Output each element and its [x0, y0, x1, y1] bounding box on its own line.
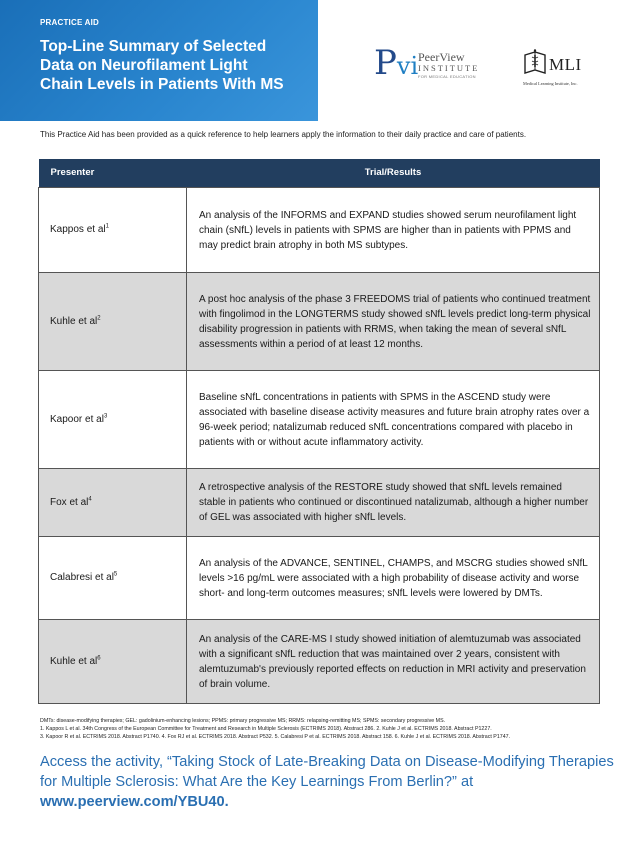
presenter-cell	[39, 619, 187, 703]
abbreviations-note: DMTs: disease-modifying therapies; GEL: gadolinium-enhancing lesions; PPMS: primary progressive MS; RRMS: relapsing-remitting MS; SPMS: secondary progressive MS.	[40, 718, 446, 724]
presenter-cell	[39, 272, 187, 370]
practice-aid-label: PRACTICE AID	[40, 18, 99, 27]
activity-link[interactable]: www.peerview.com/YBU40.	[40, 794, 229, 810]
presenter-name: Kappos et al	[50, 224, 106, 235]
presenter-name: Calabresi et al	[50, 572, 114, 583]
table-row	[39, 272, 600, 370]
presenter-name: Kuhle et al	[50, 655, 98, 667]
title-line: Chain Levels in Patients With MS	[40, 76, 284, 93]
pvi-monogram	[374, 44, 418, 85]
reference-number: 3	[103, 413, 108, 420]
trial-results-header: Trial/Results	[187, 159, 600, 187]
references-line: 3. Kapoor R et al. ECTRIMS 2018. Abstract P1740. 4. Fox RJ et al. ECTRIMS 2018. Abstract P532. 5. Calabresi P et al. ECTRIMS 2018. Abstract 158. 6. Kuhle J et al. ECTRIMS 2018. Abstract P1747.	[40, 734, 511, 740]
peerview-name: PeerView	[418, 50, 465, 64]
peerview-logo	[374, 44, 502, 84]
pvi-letter-p: P	[374, 43, 397, 83]
intro-text: This Practice Aid has been provided as a quick reference to help learners apply the information to their daily practice and care of patients.	[40, 130, 527, 139]
mli-subtitle: Medical Learning Institute, Inc.	[523, 81, 578, 86]
peerview-subtitle: FOR MEDICAL EDUCATION	[418, 74, 476, 79]
references-line: 1. Kappos L et al. 34th Congress of the European Committee for Treatment and Research in Multiple Sclerosis (ECTRIMS 2018). Abstract 286. 2. Kuhle J et al. ECTRIMS 2018. Abstract P1227.	[40, 726, 492, 732]
presenter-name: Kapoor et al	[50, 413, 104, 425]
result-cell: An analysis of the CARE-MS I study showed initiation of alemtuzumab was associated with a significant sNfL reduction that was maintained over 2 years, consistent with alemtuzumab's previously reported effects on reduction in MRI activity and preservation of brain volume.	[187, 619, 600, 703]
summary-table	[38, 159, 600, 704]
result-cell: A retrospective analysis of the RESTORE study showed that sNfL levels remained stable in patients who continued or discontinued natalizumab, although a higher number of GEL was associated with higher sNfL levels.	[187, 468, 600, 536]
table-header-row	[39, 159, 600, 187]
result-cell: A post hoc analysis of the phase 3 FREEDOMS trial of patients who continued treatment with fingolimod in the LONGTERMS study showed sNfL levels predict long-term physical disability progression in patients with RRMS, when taking the mean of several sNfL assessments within a period of at least 12 months.	[187, 272, 600, 370]
table-row	[39, 370, 600, 468]
pvi-letters-vi: vi	[396, 52, 419, 80]
result-cell: An analysis of the INFORMS and EXPAND studies showed serum neurofilament light chain (sNfL) levels in patients with SPMS are higher than in patients with PPMS and may predict brain atrophy in both MS subtypes.	[187, 187, 600, 272]
presenter-cell	[39, 370, 187, 468]
reference-number: 2	[97, 315, 101, 322]
page-title	[40, 37, 300, 94]
reference-number: 4	[88, 496, 92, 503]
presenter-name: Fox et al	[50, 496, 89, 508]
cta-text: Access the activity, “Taking Stock of Late-Breaking Data on Disease-Modifying Therapies for Multiple Sclerosis: What Are the Key Learnings From Berlin?” at	[40, 754, 614, 790]
title-banner	[0, 0, 318, 121]
mli-name: MLI	[549, 55, 582, 74]
call-to-action	[40, 752, 620, 812]
presenter-name: Kuhle et al	[50, 315, 98, 327]
title-line: Data on Neurofilament Light	[40, 57, 248, 74]
presenter-cell	[39, 187, 187, 272]
title-line: Top-Line Summary of Selected	[40, 38, 267, 55]
mli-logo	[523, 47, 615, 87]
table-row	[39, 619, 600, 703]
result-cell: An analysis of the ADVANCE, SENTINEL, CHAMPS, and MSCRG studies showed sNfL levels >16 pg/mL were associated with a high probability of disease activity and worse short- and long-term outcomes measures; sNfL levels were lowered by DMTs.	[187, 536, 600, 619]
table-row	[39, 536, 600, 619]
table-row	[39, 187, 600, 272]
table-row	[39, 468, 600, 536]
presenter-header: Presenter	[39, 159, 187, 187]
peerview-institute: INSTITUTE	[418, 63, 480, 73]
reference-number: 6	[97, 655, 101, 662]
reference-number: 5	[113, 571, 118, 578]
presenter-cell	[39, 536, 187, 619]
result-cell: Baseline sNfL concentrations in patients with SPMS in the ASCEND study were associated with baseline disease activity measures and future brain atrophy rates over a 96-week period; natalizumab reduced sNfL concentrations compared with placebo in patients with or without acute inflammatory activity.	[187, 370, 600, 468]
reference-number: 1	[105, 223, 109, 230]
footnotes	[40, 717, 600, 741]
presenter-cell	[39, 468, 187, 536]
caduceus-book-icon	[523, 49, 547, 77]
